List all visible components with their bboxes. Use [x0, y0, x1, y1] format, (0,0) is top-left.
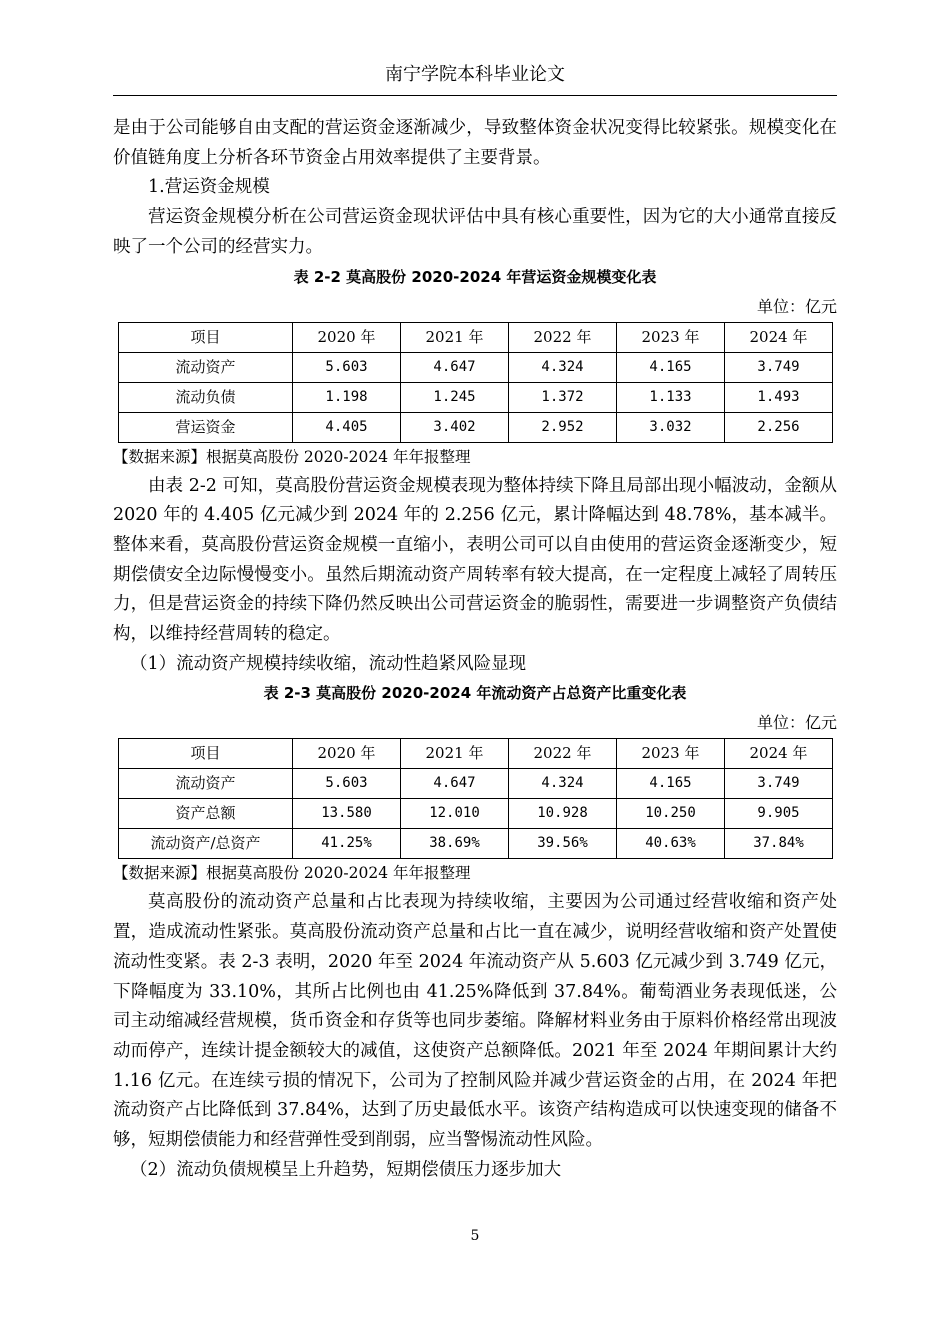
- table-cell: 1.493: [725, 382, 833, 412]
- page-body: [113, 114, 837, 1185]
- table-header-row: [119, 322, 833, 352]
- row-label: 流动资产/总资产: [119, 829, 293, 859]
- table-header-cell: 2024 年: [725, 322, 833, 352]
- table-cell: 4.647: [401, 352, 509, 382]
- table-header-cell: 2023 年: [617, 322, 725, 352]
- header-rule: [113, 95, 837, 96]
- table-cell: 39.56%: [509, 829, 617, 859]
- table-cell: 1.245: [401, 382, 509, 412]
- row-label: 流动负债: [119, 382, 293, 412]
- table-caption-2-2: 表 2-2 莫高股份 2020-2024 年营运资金规模变化表: [293, 267, 657, 286]
- table-cell: 10.250: [617, 799, 725, 829]
- table-cell: 1.372: [509, 382, 617, 412]
- table-cell: 4.324: [509, 769, 617, 799]
- section-heading-2: （1）流动资产规模持续收缩，流动性趋紧风险显现: [130, 653, 527, 674]
- table-cell: 2.256: [725, 412, 833, 442]
- table-header-cell: 2021 年: [401, 322, 509, 352]
- table-header-cell: 2020 年: [293, 739, 401, 769]
- row-label: 资产总额: [119, 799, 293, 829]
- table-cell: 10.928: [509, 799, 617, 829]
- table-unit-2-2: 单位：亿元: [756, 296, 837, 316]
- table-2-3: [118, 738, 833, 859]
- table-cell: 4.165: [617, 769, 725, 799]
- table-header-cell: 项目: [119, 739, 293, 769]
- table-cell: 4.324: [509, 352, 617, 382]
- table-cell: 37.84%: [725, 829, 833, 859]
- table-cell: 1.133: [617, 382, 725, 412]
- table-cell: 40.63%: [617, 829, 725, 859]
- paragraph-intro: 营运资金规模分析在公司营运资金现状评估中具有核心重要性，因为它的大小通常直接反映了一个公司的经营实力。: [113, 207, 837, 257]
- table-cell: 12.010: [401, 799, 509, 829]
- table-cell: 38.69%: [401, 829, 509, 859]
- table-header-cell: 项目: [119, 322, 293, 352]
- table-row: [119, 382, 833, 412]
- table-header-cell: 2021 年: [401, 739, 509, 769]
- table-row: [119, 352, 833, 382]
- section-heading-3: （2）流动负债规模呈上升趋势，短期偿债压力逐步加大: [130, 1159, 562, 1180]
- table-cell: 4.165: [617, 352, 725, 382]
- page-header: 南宁学院本科毕业论文: [385, 64, 565, 85]
- paragraph-continued: 是由于公司能够自由支配的营运资金逐渐减少，导致整体资金状况变得比较紧张。规模变化在价值链角度上分析各环节资金占用效率提供了主要背景。: [113, 118, 837, 168]
- table-cell: 41.25%: [293, 829, 401, 859]
- table-cell: 9.905: [725, 799, 833, 829]
- paragraph-analysis-1: 由表 2-2 可知，莫高股份营运资金规模表现为整体持续下降且局部出现小幅波动，金额从 2020 年的 4.405 亿元减少到 2024 年的 2.256 亿元，累计降幅达到 48.78%，基本减半。整体来看，莫高股份营运资金规模一直缩小，表明公司可以自由使用的营运资金逐渐变少，短期偿债安全边际慢慢变小。虽然后期流动资产周转率有较大提高，在一定程度上减轻了周转压力，但是营运资金的持续下降仍然反映出公司营运资金的脆弱性，需要进一步调整资产负债结构，以维持经营周转的稳定。: [113, 475, 837, 645]
- table-cell: 3.032: [617, 412, 725, 442]
- table-cell: 13.580: [293, 799, 401, 829]
- table-header-row: [119, 739, 833, 769]
- table-cell: 3.749: [725, 769, 833, 799]
- paragraph-analysis-2: 莫高股份的流动资产总量和占比表现为持续收缩，主要因为公司通过经营收缩和资产处置，造成流动性紧张。莫高股份流动资产总量和占比一直在减少，说明经营收缩和资产处置使流动性变紧。表 2-3 表明，2020 年至 2024 年流动资产从 5.603 亿元减少到 3.749 亿元，下降幅度为 33.10%，其所占比例也由 41.25%降低到 37.84%。葡萄酒业务表现低迷，公司主动缩减经营规模，货币资金和存货等也同步萎缩。降解材料业务由于原料价格经常出现波动而停产，连续计提金额较大的减值，这使资产总额降低。2021 年至 2024 年期间累计大约 1.16 亿元。在连续亏损的情况下，公司为了控制风险并减少营运资金的占用，在 2024 年把流动资产占比降低到 37.84%，达到了历史最低水平。该资产结构造成可以快速变现的储备不够，短期偿债能力和经营弹性受到削弱，应当警惕流动性风险。: [113, 892, 837, 1151]
- table-row: [119, 769, 833, 799]
- table-cell: 5.603: [293, 352, 401, 382]
- table-caption-2-3: 表 2-3 莫高股份 2020-2024 年流动资产占总资产比重变化表: [263, 684, 687, 703]
- row-label: 流动资产: [119, 352, 293, 382]
- table-unit-2-3: 单位：亿元: [756, 713, 837, 733]
- table-header-cell: 2022 年: [509, 739, 617, 769]
- table-row: [119, 799, 833, 829]
- table-cell: 3.749: [725, 352, 833, 382]
- table-2-2: [118, 322, 833, 443]
- table-source-2-2: 【数据来源】根据莫高股份 2020-2024 年年报整理: [113, 447, 471, 466]
- table-source-2-3: 【数据来源】根据莫高股份 2020-2024 年年报整理: [113, 864, 471, 883]
- table-row: [119, 412, 833, 442]
- table-header-cell: 2023 年: [617, 739, 725, 769]
- table-cell: 1.198: [293, 382, 401, 412]
- table-cell: 3.402: [401, 412, 509, 442]
- table-cell: 4.405: [293, 412, 401, 442]
- table-header-cell: 2022 年: [509, 322, 617, 352]
- table-cell: 2.952: [509, 412, 617, 442]
- table-cell: 4.647: [401, 769, 509, 799]
- page-number: 5: [470, 1228, 480, 1244]
- row-label: 流动资产: [119, 769, 293, 799]
- row-label: 营运资金: [119, 412, 293, 442]
- table-header-cell: 2020 年: [293, 322, 401, 352]
- section-heading-1: 1.营运资金规模: [148, 177, 270, 198]
- table-row: [119, 829, 833, 859]
- table-cell: 5.603: [293, 769, 401, 799]
- table-header-cell: 2024 年: [725, 739, 833, 769]
